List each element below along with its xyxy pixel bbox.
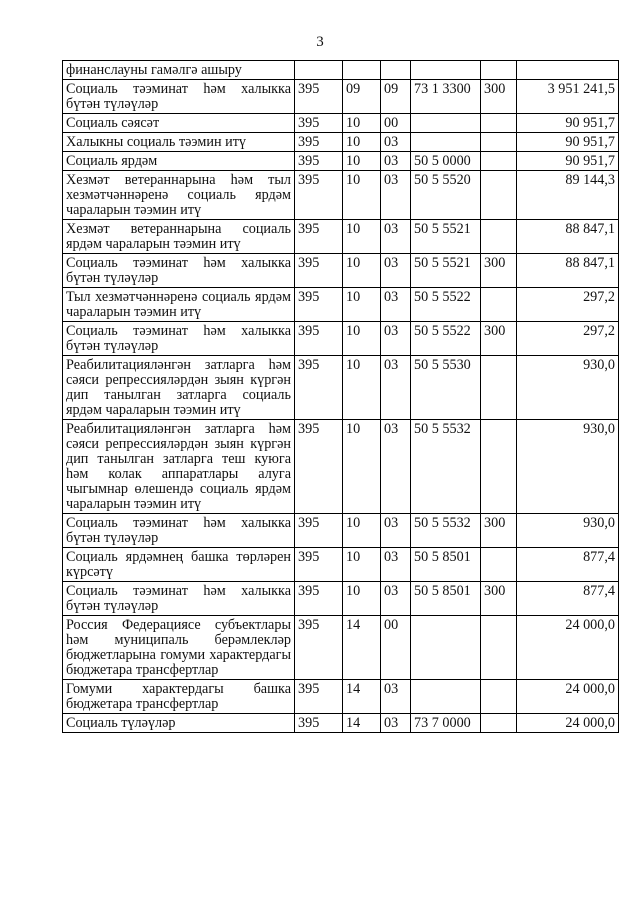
row-article-cell	[411, 114, 481, 133]
row-section-cell: 10	[343, 114, 381, 133]
row-name-cell: Социаль сәясәт	[63, 114, 295, 133]
row-dept-cell: 395	[295, 288, 343, 322]
row-section-cell: 10	[343, 220, 381, 254]
row-name-cell: финанслауны гамәлгә ашыру	[63, 61, 295, 80]
row-type-cell	[481, 420, 517, 514]
row-dept-cell: 395	[295, 616, 343, 680]
row-subsection-cell: 03	[381, 420, 411, 514]
row-subsection-cell: 03	[381, 680, 411, 714]
row-article-cell	[411, 61, 481, 80]
table-row	[63, 133, 619, 152]
row-dept-cell: 395	[295, 420, 343, 514]
row-name-cell: Гомуми характердагы башка бюджетара трансфертлар	[63, 680, 295, 714]
table-row	[63, 152, 619, 171]
row-article-cell: 50 5 5532	[411, 514, 481, 548]
row-type-cell	[481, 288, 517, 322]
row-sum-cell: 930,0	[517, 356, 619, 420]
row-type-cell	[481, 616, 517, 680]
row-sum-cell: 297,2	[517, 322, 619, 356]
row-dept-cell: 395	[295, 171, 343, 220]
table-row	[63, 582, 619, 616]
table-row	[63, 714, 619, 733]
row-article-cell: 50 5 5522	[411, 288, 481, 322]
table-row	[63, 420, 619, 514]
row-type-cell	[481, 114, 517, 133]
row-sum-cell: 3 951 241,5	[517, 80, 619, 114]
row-article-cell	[411, 680, 481, 714]
row-section-cell: 10	[343, 514, 381, 548]
row-name-cell: Социаль тәэминат һәм халыкка бүтән түләүләр	[63, 514, 295, 548]
budget-table-body	[63, 61, 619, 733]
table-row	[63, 356, 619, 420]
row-name-cell: Социаль тәэминат һәм халыкка бүтән түләүләр	[63, 80, 295, 114]
row-name-cell: Реабилитацияләнгән затларга һәм сәяси репрессияләрдән зыян күргән дип танылган затларга теш куюга һәм колак аппаратлары алуга чыгымнар өлешендә социаль ярдәм чараларын тәэмин итү	[63, 420, 295, 514]
row-section-cell: 14	[343, 680, 381, 714]
row-type-cell	[481, 152, 517, 171]
table-row	[63, 114, 619, 133]
row-subsection-cell: 09	[381, 80, 411, 114]
row-sum-cell: 930,0	[517, 514, 619, 548]
row-article-cell	[411, 133, 481, 152]
row-name-cell: Хезмәт ветераннарына социаль ярдәм чараларын тәэмин итү	[63, 220, 295, 254]
row-article-cell: 50 5 8501	[411, 548, 481, 582]
row-name-cell: Социаль тәэминат һәм халыкка бүтән түләүләр	[63, 582, 295, 616]
row-dept-cell: 395	[295, 514, 343, 548]
table-row	[63, 680, 619, 714]
row-type-cell	[481, 133, 517, 152]
row-article-cell: 73 7 0000	[411, 714, 481, 733]
row-subsection-cell: 03	[381, 582, 411, 616]
row-section-cell: 10	[343, 133, 381, 152]
table-row	[63, 616, 619, 680]
row-subsection-cell: 03	[381, 171, 411, 220]
table-row	[63, 80, 619, 114]
table-row	[63, 548, 619, 582]
row-section-cell: 09	[343, 80, 381, 114]
table-row	[63, 61, 619, 80]
table-row	[63, 322, 619, 356]
row-dept-cell	[295, 61, 343, 80]
row-sum-cell: 88 847,1	[517, 254, 619, 288]
row-name-cell: Социаль тәэминат һәм халыкка бүтән түләүләр	[63, 322, 295, 356]
budget-table	[62, 60, 619, 733]
row-section-cell: 10	[343, 582, 381, 616]
row-section-cell: 10	[343, 322, 381, 356]
row-article-cell: 50 5 0000	[411, 152, 481, 171]
row-subsection-cell: 03	[381, 288, 411, 322]
row-type-cell: 300	[481, 254, 517, 288]
row-subsection-cell: 03	[381, 548, 411, 582]
row-type-cell	[481, 356, 517, 420]
row-sum-cell: 877,4	[517, 582, 619, 616]
row-subsection-cell: 00	[381, 114, 411, 133]
row-type-cell: 300	[481, 514, 517, 548]
row-type-cell	[481, 548, 517, 582]
row-subsection-cell: 03	[381, 514, 411, 548]
row-article-cell: 50 5 5532	[411, 420, 481, 514]
row-section-cell	[343, 61, 381, 80]
row-name-cell: Халыкны социаль тәэмин итү	[63, 133, 295, 152]
row-subsection-cell: 03	[381, 152, 411, 171]
row-dept-cell: 395	[295, 254, 343, 288]
row-subsection-cell: 03	[381, 220, 411, 254]
row-article-cell: 50 5 5521	[411, 254, 481, 288]
row-article-cell	[411, 616, 481, 680]
page-number: 3	[316, 34, 324, 50]
row-name-cell: Социаль ярдәмнең башка төрләрен күрсәтү	[63, 548, 295, 582]
row-section-cell: 14	[343, 616, 381, 680]
row-type-cell	[481, 220, 517, 254]
row-type-cell	[481, 171, 517, 220]
row-name-cell: Социаль тәэминат һәм халыкка бүтән түләүләр	[63, 254, 295, 288]
row-dept-cell: 395	[295, 322, 343, 356]
table-row	[63, 514, 619, 548]
row-sum-cell	[517, 61, 619, 80]
row-sum-cell: 297,2	[517, 288, 619, 322]
row-dept-cell: 395	[295, 152, 343, 171]
row-sum-cell: 930,0	[517, 420, 619, 514]
row-sum-cell: 89 144,3	[517, 171, 619, 220]
row-type-cell: 300	[481, 80, 517, 114]
row-dept-cell: 395	[295, 714, 343, 733]
row-subsection-cell: 03	[381, 714, 411, 733]
row-sum-cell: 24 000,0	[517, 616, 619, 680]
table-row	[63, 220, 619, 254]
row-sum-cell: 90 951,7	[517, 114, 619, 133]
row-subsection-cell: 03	[381, 254, 411, 288]
table-row	[63, 254, 619, 288]
row-sum-cell: 90 951,7	[517, 152, 619, 171]
row-name-cell: Россия Федерациясе субъектлары һәм муниципаль берәмлекләр бюджетларына гомуми характердагы бюджетара трансфертлар	[63, 616, 295, 680]
table-row	[63, 171, 619, 220]
row-dept-cell: 395	[295, 220, 343, 254]
row-name-cell: Реабилитацияләнгән затларга һәм сәяси репрессияләрдән зыян күргән дип танылган затларга социаль ярдәм чараларын тәэмин итү	[63, 356, 295, 420]
table-row	[63, 288, 619, 322]
row-section-cell: 10	[343, 548, 381, 582]
row-article-cell: 50 5 8501	[411, 582, 481, 616]
row-dept-cell: 395	[295, 80, 343, 114]
row-type-cell: 300	[481, 582, 517, 616]
row-article-cell: 50 5 5522	[411, 322, 481, 356]
row-dept-cell: 395	[295, 133, 343, 152]
row-section-cell: 10	[343, 152, 381, 171]
row-subsection-cell: 03	[381, 322, 411, 356]
row-sum-cell: 88 847,1	[517, 220, 619, 254]
row-type-cell	[481, 714, 517, 733]
row-section-cell: 14	[343, 714, 381, 733]
row-type-cell	[481, 680, 517, 714]
row-dept-cell: 395	[295, 356, 343, 420]
row-section-cell: 10	[343, 254, 381, 288]
row-section-cell: 10	[343, 288, 381, 322]
row-section-cell: 10	[343, 356, 381, 420]
row-subsection-cell: 03	[381, 133, 411, 152]
row-article-cell: 73 1 3300	[411, 80, 481, 114]
row-dept-cell: 395	[295, 582, 343, 616]
row-subsection-cell	[381, 61, 411, 80]
row-subsection-cell: 00	[381, 616, 411, 680]
row-sum-cell: 24 000,0	[517, 680, 619, 714]
row-article-cell: 50 5 5520	[411, 171, 481, 220]
row-article-cell: 50 5 5521	[411, 220, 481, 254]
row-section-cell: 10	[343, 171, 381, 220]
row-name-cell: Хезмәт ветераннарына һәм тыл хезмәтчәннәренә социаль ярдәм чараларын тәэмин итү	[63, 171, 295, 220]
row-name-cell: Социаль ярдәм	[63, 152, 295, 171]
row-sum-cell: 877,4	[517, 548, 619, 582]
row-dept-cell: 395	[295, 114, 343, 133]
row-type-cell	[481, 61, 517, 80]
row-sum-cell: 24 000,0	[517, 714, 619, 733]
row-dept-cell: 395	[295, 680, 343, 714]
row-sum-cell: 90 951,7	[517, 133, 619, 152]
row-type-cell: 300	[481, 322, 517, 356]
row-name-cell: Социаль түләүләр	[63, 714, 295, 733]
row-dept-cell: 395	[295, 548, 343, 582]
row-section-cell: 10	[343, 420, 381, 514]
row-name-cell: Тыл хезмәтчәннәренә социаль ярдәм чараларын тәэмин итү	[63, 288, 295, 322]
row-article-cell: 50 5 5530	[411, 356, 481, 420]
row-subsection-cell: 03	[381, 356, 411, 420]
